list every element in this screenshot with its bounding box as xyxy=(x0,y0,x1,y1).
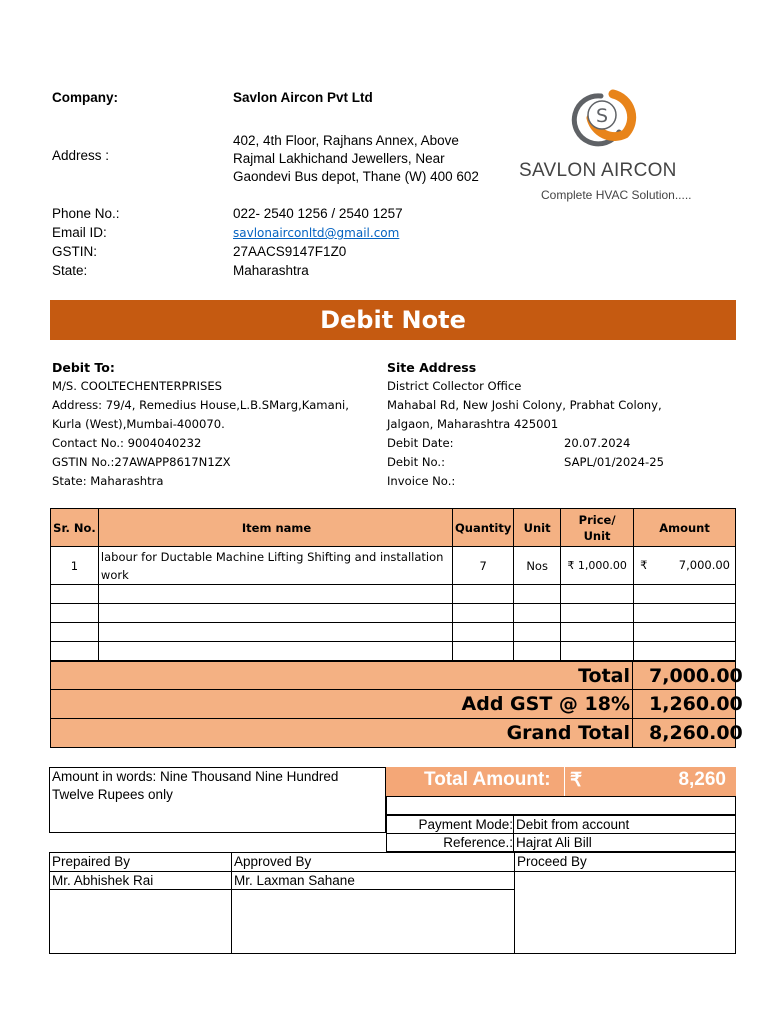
total-label: Total xyxy=(578,665,630,687)
header-sr-no: Sr. No. xyxy=(51,509,99,547)
blank-row-box xyxy=(386,796,736,815)
total-amount-label: Total Amount: xyxy=(424,769,551,790)
reference-divider xyxy=(513,834,514,851)
email-label: Email ID: xyxy=(52,225,107,240)
cell-unit: Nos xyxy=(514,547,561,585)
header-unit: Unit xyxy=(514,509,561,547)
debit-to-line-6: State: Maharashtra xyxy=(52,474,164,488)
prepared-by-label: Prepaired By xyxy=(52,854,131,869)
cell-quantity: 7 xyxy=(453,547,514,585)
header-amount: Amount xyxy=(634,509,736,547)
proceed-by-label: Proceed By xyxy=(517,854,587,869)
invoice-no-label: Invoice No.: xyxy=(387,474,456,488)
debit-to-line-1: M/S. COOLTECHENTERPRISES xyxy=(52,379,223,393)
email-link[interactable]: savlonairconltd@gmail.com xyxy=(233,226,400,240)
reference-value: Hajrat Ali Bill xyxy=(516,835,592,850)
cell-price: ₹ 1,000.00 xyxy=(561,547,634,585)
savlon-s-icon xyxy=(515,88,700,158)
site-address-heading: Site Address xyxy=(387,360,477,375)
payment-divider xyxy=(513,816,514,833)
gstin-label: GSTIN: xyxy=(52,244,98,259)
rupee-icon: ₹ xyxy=(570,770,583,791)
address-line-3: Gaondevi Bus depot, Thane (W) 400 602 xyxy=(233,169,479,184)
debit-date-value: 20.07.2024 xyxy=(564,436,631,450)
table-row xyxy=(51,642,736,661)
debit-to-line-2: Address: 79/4, Remedius House,L.B.SMarg,Kamani, xyxy=(52,398,349,412)
total-amount-divider xyxy=(564,767,565,796)
gst-value: 1,260.00 xyxy=(632,690,736,718)
site-address-line-2: Mahabal Rd, New Joshi Colony, Prabhat Colony, xyxy=(387,398,662,412)
prepared-by-name: Mr. Abhishek Rai xyxy=(52,873,154,888)
address-line-1: 402, 4th Floor, Rajhans Annex, Above xyxy=(233,133,459,148)
state-value: Maharashtra xyxy=(233,263,309,278)
amount-in-words-box xyxy=(49,767,386,833)
items-header-row xyxy=(51,509,736,547)
grand-total-label: Grand Total xyxy=(506,722,630,744)
phone-label: Phone No.: xyxy=(52,206,120,221)
address-line-2: Rajmal Lakhichand Jewellers, Near xyxy=(233,151,445,166)
total-amount-value: 8,260 xyxy=(678,769,726,790)
payment-mode-row xyxy=(386,815,736,834)
document-title: Debit Note xyxy=(50,300,736,340)
approved-by-name: Mr. Laxman Sahane xyxy=(234,873,355,888)
amount-words-line-2: Twelve Rupees only xyxy=(52,787,173,802)
state-label: State: xyxy=(52,263,88,278)
reference-label: Reference.: xyxy=(443,835,513,850)
address-label: Address : xyxy=(52,148,110,163)
debit-date-label: Debit Date: xyxy=(387,436,454,450)
cell-amount-currency: ₹ xyxy=(640,558,648,572)
debit-to-heading: Debit To: xyxy=(52,360,115,375)
site-address-line-1: District Collector Office xyxy=(387,379,522,393)
logo-brand-text: SAVLON AIRCON xyxy=(519,160,677,181)
cell-amount xyxy=(634,547,736,585)
debit-to-line-4: Contact No.: 9004040232 xyxy=(52,436,202,450)
company-name: Savlon Aircon Pvt Ltd xyxy=(233,90,373,105)
payment-mode-value: Debit from account xyxy=(516,817,630,832)
debit-no-value: SAPL/01/2024-25 xyxy=(564,455,664,469)
items-table xyxy=(50,508,736,661)
gst-row xyxy=(50,690,743,719)
company-logo xyxy=(515,88,700,206)
gst-label: Add GST @ 18% xyxy=(461,693,630,715)
grand-total-value: 8,260.00 xyxy=(632,719,736,747)
company-label: Company: xyxy=(52,90,119,105)
signature-grid xyxy=(49,852,736,954)
cell-item-name: labour for Ductable Machine Lifting Shifting and installation work xyxy=(98,547,452,585)
cell-sr-no: 1 xyxy=(51,547,99,585)
header-price-line-1: Price/ xyxy=(578,512,616,527)
grand-total-row xyxy=(50,719,743,748)
total-value: 7,000.00 xyxy=(632,662,736,690)
table-row xyxy=(51,585,736,604)
gstin-value: 27AACS9147F1Z0 xyxy=(233,244,347,259)
debit-to-line-3: Kurla (West),Mumbai-400070. xyxy=(52,417,225,431)
total-amount-box xyxy=(386,767,736,796)
header-price-unit xyxy=(561,509,634,547)
total-row xyxy=(50,661,743,690)
reference-row xyxy=(386,833,736,852)
phone-value: 022- 2540 1256 / 2540 1257 xyxy=(233,206,403,221)
payment-mode-label: Payment Mode: xyxy=(418,817,513,832)
header-quantity: Quantity xyxy=(453,509,514,547)
table-row xyxy=(51,547,736,585)
header-item-name: Item name xyxy=(98,509,452,547)
approved-by-label: Approved By xyxy=(234,854,312,869)
site-address-line-3: Jalgaon, Maharashtra 425001 xyxy=(387,417,559,431)
debit-to-line-5: GSTIN No.:27AWAPP8617N1ZX xyxy=(52,455,231,469)
logo-letter: S xyxy=(595,105,609,127)
table-row xyxy=(51,604,736,623)
header-price-line-2: Unit xyxy=(583,528,611,543)
amount-words-line-1: Amount in words: Nine Thousand Nine Hundred xyxy=(52,769,339,784)
cell-amount-value: 7,000.00 xyxy=(678,558,730,572)
table-row xyxy=(51,623,736,642)
debit-no-label: Debit No.: xyxy=(387,455,446,469)
logo-tagline: Complete HVAC Solution..... xyxy=(541,188,692,202)
